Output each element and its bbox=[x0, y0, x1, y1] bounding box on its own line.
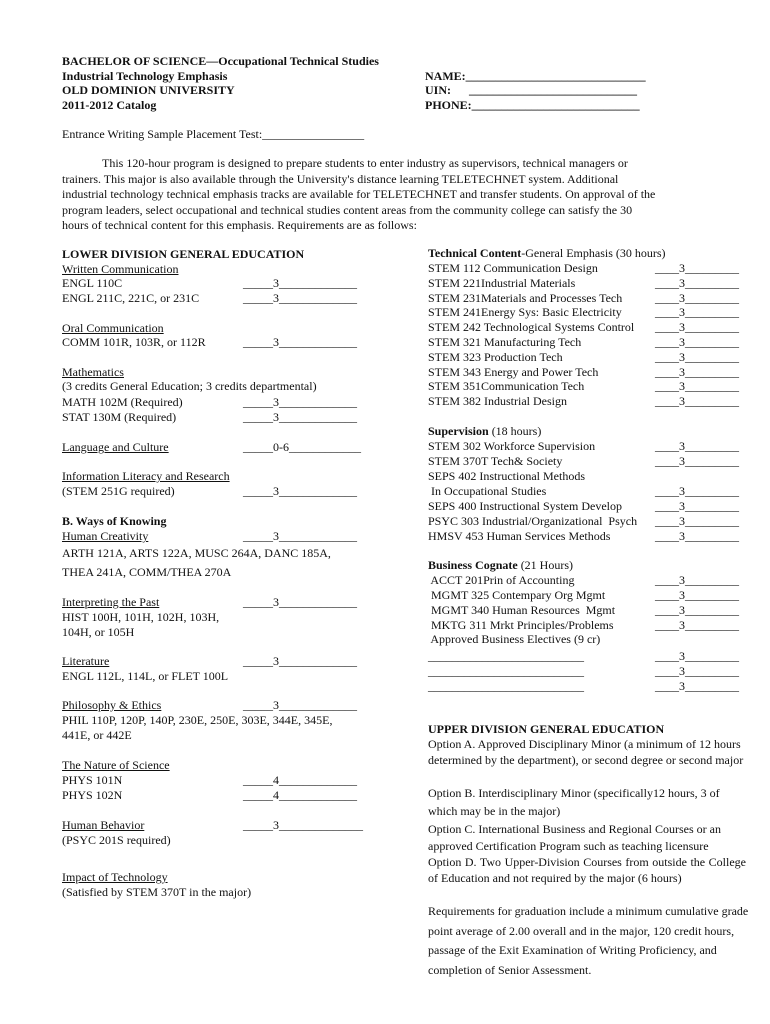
course-stat130: STAT 130M (Required) bbox=[62, 410, 177, 424]
tech-course-2: STEM 221Industrial Materials bbox=[428, 275, 576, 290]
course-mgmt325: MGMT 325 Contempary Org Mgmt bbox=[428, 588, 606, 602]
intro-paragraph bbox=[62, 156, 660, 234]
course-stem302: STEM 302 Workforce Supervision bbox=[428, 439, 596, 453]
creativity-courses-line1: ARTH 121A, ARTS 122A, MUSC 264A, DANC 185A, bbox=[62, 546, 331, 560]
credit-field-engl110[interactable]: _____3_____________ bbox=[243, 276, 357, 290]
course-mgmt340: MGMT 340 Human Resources Mgmt bbox=[428, 603, 616, 617]
course-math102: MATH 102M (Required) bbox=[62, 395, 183, 409]
impact-technology-note: (Satisfied by STEM 370T in the major) bbox=[62, 885, 252, 899]
lower-division-heading: LOWER DIVISION GENERAL EDUCATION bbox=[62, 247, 305, 261]
technical-content-title: Technical Content bbox=[428, 246, 522, 260]
credit-field-language[interactable]: _____0-6____________ bbox=[243, 440, 361, 454]
uin-field[interactable]: UIN: ____________________________ bbox=[425, 83, 637, 97]
course-phys102: PHYS 102N bbox=[62, 788, 123, 802]
tech-course-8: STEM 343 Energy and Power Tech bbox=[428, 364, 599, 379]
credit-field-creativity[interactable]: _____3_____________ bbox=[243, 529, 357, 543]
credit-field-tech-3[interactable]: ____3_________ bbox=[655, 290, 739, 305]
credit-field-math102[interactable]: _____3_____________ bbox=[243, 395, 357, 409]
placement-test-field[interactable]: Entrance Writing Sample Placement Test:_________________ bbox=[62, 127, 365, 141]
course-engl211: ENGL 211C, 221C, or 231C bbox=[62, 291, 200, 305]
tech-course-5: STEM 242 Technological Systems Control bbox=[428, 320, 635, 335]
oral-communication-heading: Oral Communication bbox=[62, 321, 164, 335]
option-c-text: Option C. International Business and Regional Courses or an approved Certification Program such as teaching licensure bbox=[428, 822, 721, 853]
option-b-text: Option B. Interdisciplinary Minor (specifically12 hours, 3 of which may be in the major) bbox=[428, 786, 720, 818]
course-psyc303: PSYC 303 Industrial/Organizational Psych bbox=[428, 514, 638, 528]
credit-field-mgmt325[interactable]: ____3_________ bbox=[655, 588, 739, 602]
philosophy-courses-line1: PHIL 110P, 120P, 140P, 230E, 250E, 303E, 344E, 345E, bbox=[62, 713, 333, 727]
credit-field-stem251[interactable]: _____3_____________ bbox=[243, 484, 357, 498]
mathematics-heading: Mathematics bbox=[62, 365, 124, 379]
name-field[interactable]: NAME:______________________________ bbox=[425, 68, 646, 83]
credit-field-tech-8[interactable]: ____3_________ bbox=[655, 364, 739, 379]
creativity-courses-line2: THEA 241A, COMM/THEA 270A bbox=[62, 565, 232, 579]
credit-field-philosophy[interactable]: _____3_____________ bbox=[243, 698, 357, 712]
credit-field-elective-1[interactable]: ____3_________ bbox=[655, 649, 739, 663]
course-phys101: PHYS 101N bbox=[62, 773, 123, 787]
option-d-text: Option D. Two Upper-Division Courses from outside the College of Education and not required by the major (6 hours) bbox=[428, 855, 746, 885]
business-cognate-heading bbox=[428, 558, 573, 573]
course-seps400: SEPS 400 Instructional System Develop bbox=[428, 499, 622, 513]
credit-field-mktg311[interactable]: ____3_________ bbox=[655, 618, 739, 632]
technical-content-heading bbox=[428, 246, 666, 261]
catalog-year: 2011-2012 Catalog bbox=[62, 97, 157, 112]
philosophy-courses-line2: 441E, or 442E bbox=[62, 728, 132, 742]
language-culture-heading: Language and Culture bbox=[62, 440, 169, 454]
supervision-heading bbox=[428, 424, 541, 439]
credit-field-seps402[interactable]: ____3_________ bbox=[655, 484, 739, 498]
credit-field-elective-3[interactable]: ____3_________ bbox=[655, 679, 739, 693]
tech-course-1: STEM 112 Communication Design bbox=[428, 261, 598, 275]
course-engl110: ENGL 110C bbox=[62, 276, 123, 290]
history-courses-line2: 104H, or 105H bbox=[62, 625, 135, 639]
credit-field-hmsv453[interactable]: ____3_________ bbox=[655, 529, 739, 543]
course-psyc201: (PSYC 201S required) bbox=[62, 833, 171, 847]
tech-course-4: STEM 241Energy Sys: Basic Electricity bbox=[428, 305, 622, 320]
supervision-subtitle: (18 hours) bbox=[488, 424, 542, 438]
phone-field[interactable]: PHONE:____________________________ bbox=[425, 97, 640, 112]
upper-division-heading: UPPER DIVISION GENERAL EDUCATION bbox=[428, 722, 665, 736]
course-acct201: ACCT 201Prin of Accounting bbox=[428, 573, 575, 587]
credit-field-tech-4[interactable]: ____3_________ bbox=[655, 305, 739, 320]
credit-field-mgmt340[interactable]: ____3_________ bbox=[655, 603, 739, 617]
credit-field-phys102[interactable]: _____4_____________ bbox=[243, 788, 357, 802]
course-comm: COMM 101R, 103R, or 112R bbox=[62, 335, 206, 349]
ways-of-knowing-heading: B. Ways of Knowing bbox=[62, 514, 167, 528]
elective-field-2[interactable]: __________________________ bbox=[428, 664, 584, 678]
course-stem370: STEM 370T Tech& Society bbox=[428, 454, 563, 468]
interpreting-past-heading: Interpreting the Past bbox=[62, 595, 160, 609]
information-literacy-heading: Information Literacy and Research bbox=[62, 469, 230, 483]
nature-of-science-heading: The Nature of Science bbox=[62, 758, 170, 772]
credit-field-seps400[interactable]: ____3_________ bbox=[655, 499, 739, 513]
written-communication-heading: Written Communication bbox=[62, 262, 179, 276]
credit-field-behavior[interactable]: _____3______________ bbox=[243, 818, 363, 832]
tech-course-3: STEM 231Materials and Processes Tech bbox=[428, 290, 623, 305]
graduation-requirements: Requirements for graduation include a minimum cumulative grade point average of 2.00 overall and in the major, 120 credit hours, passage of the Exit Examination of Writing Proficiency, and completion of Senior Assessment. bbox=[428, 904, 749, 977]
history-courses-line1: HIST 100H, 101H, 102H, 103H, bbox=[62, 610, 220, 624]
credit-field-stem302[interactable]: ____3_________ bbox=[655, 439, 739, 453]
credit-field-tech-7[interactable]: ____3_________ bbox=[655, 349, 739, 364]
credit-field-tech-10[interactable]: ____3_________ bbox=[655, 394, 739, 409]
business-cognate-title: Business Cognate bbox=[428, 558, 518, 572]
elective-field-1[interactable]: __________________________ bbox=[428, 649, 584, 663]
credit-field-tech-5[interactable]: ____3_________ bbox=[655, 320, 739, 335]
credit-field-tech-9[interactable]: ____3_________ bbox=[655, 379, 739, 394]
mathematics-note: (3 credits General Education; 3 credits departmental) bbox=[62, 379, 317, 393]
credit-field-engl211[interactable]: _____3_____________ bbox=[243, 291, 357, 305]
option-a-text: Option A. Approved Disciplinary Minor (a minimum of 12 hours determined by the department), or second degree or second major bbox=[428, 737, 744, 767]
course-seps402-cont: In Occupational Studies bbox=[428, 484, 547, 498]
elective-field-3[interactable]: __________________________ bbox=[428, 679, 584, 693]
credit-field-acct201[interactable]: ____3_________ bbox=[655, 573, 739, 587]
intro-text: This 120-hour program is designed to prepare students to enter industry as supervisors, technical managers or trainers. This major is also available through the University's distance learning TELETECHNET system. Additional industrial technology technical emphasis tracks are available for TELETECHNET and transfer students. On approval of the program leaders, select occupational and technical studies content areas from the community college can satisfy the 30 hours of technical content for this emphasis. Requirements are as follows: bbox=[62, 156, 656, 232]
credit-field-tech-6[interactable]: ____3_________ bbox=[655, 335, 739, 349]
course-stem251: (STEM 251G required) bbox=[62, 484, 175, 498]
course-hmsv453: HMSV 453 Human Services Methods bbox=[428, 529, 611, 543]
literature-courses: ENGL 112L, 114L, or FLET 100L bbox=[62, 669, 229, 683]
supervision-title: Supervision bbox=[428, 424, 489, 438]
credit-field-stat130[interactable]: _____3_____________ bbox=[243, 410, 357, 424]
tech-course-9: STEM 351Communication Tech bbox=[428, 379, 585, 394]
tech-course-7: STEM 323 Production Tech bbox=[428, 349, 563, 364]
program-title: BACHELOR OF SCIENCE—Occupational Technical Studies bbox=[62, 54, 379, 68]
credit-field-psyc303[interactable]: ____3_________ bbox=[655, 514, 739, 528]
credit-field-stem370[interactable]: ____3_________ bbox=[655, 454, 739, 468]
impact-technology-heading: Impact of Technology bbox=[62, 870, 168, 884]
approved-electives-label: Approved Business Electives (9 cr) bbox=[428, 632, 601, 646]
tech-course-6: STEM 321 Manufacturing Tech bbox=[428, 335, 582, 349]
credit-field-literature[interactable]: _____3_____________ bbox=[243, 654, 357, 668]
emphasis-title: Industrial Technology Emphasis bbox=[62, 68, 228, 83]
university-name: OLD DOMINION UNIVERSITY bbox=[62, 83, 235, 97]
credit-field-interp[interactable]: _____3_____________ bbox=[243, 595, 357, 609]
course-mktg311: MKTG 311 Mrkt Principles/Problems bbox=[428, 618, 614, 632]
technical-content-subtitle: -General Emphasis (30 hours) bbox=[521, 246, 666, 260]
course-seps402: SEPS 402 Instructional Methods bbox=[428, 469, 586, 483]
business-cognate-subtitle: (21 Hours) bbox=[517, 558, 574, 572]
credit-field-comm[interactable]: _____3_____________ bbox=[243, 335, 357, 349]
tech-course-10: STEM 382 Industrial Design bbox=[428, 394, 567, 409]
credit-field-phys101[interactable]: _____4_____________ bbox=[243, 773, 357, 787]
human-behavior-heading: Human Behavior bbox=[62, 818, 145, 832]
literature-heading: Literature bbox=[62, 654, 110, 668]
human-creativity-heading: Human Creativity bbox=[62, 529, 149, 543]
philosophy-heading: Philosophy & Ethics bbox=[62, 698, 162, 712]
credit-field-tech-2[interactable]: ____3_________ bbox=[655, 275, 739, 290]
credit-field-elective-2[interactable]: ____3_________ bbox=[655, 664, 739, 678]
credit-field-tech-1[interactable]: ____3_________ bbox=[655, 261, 739, 275]
